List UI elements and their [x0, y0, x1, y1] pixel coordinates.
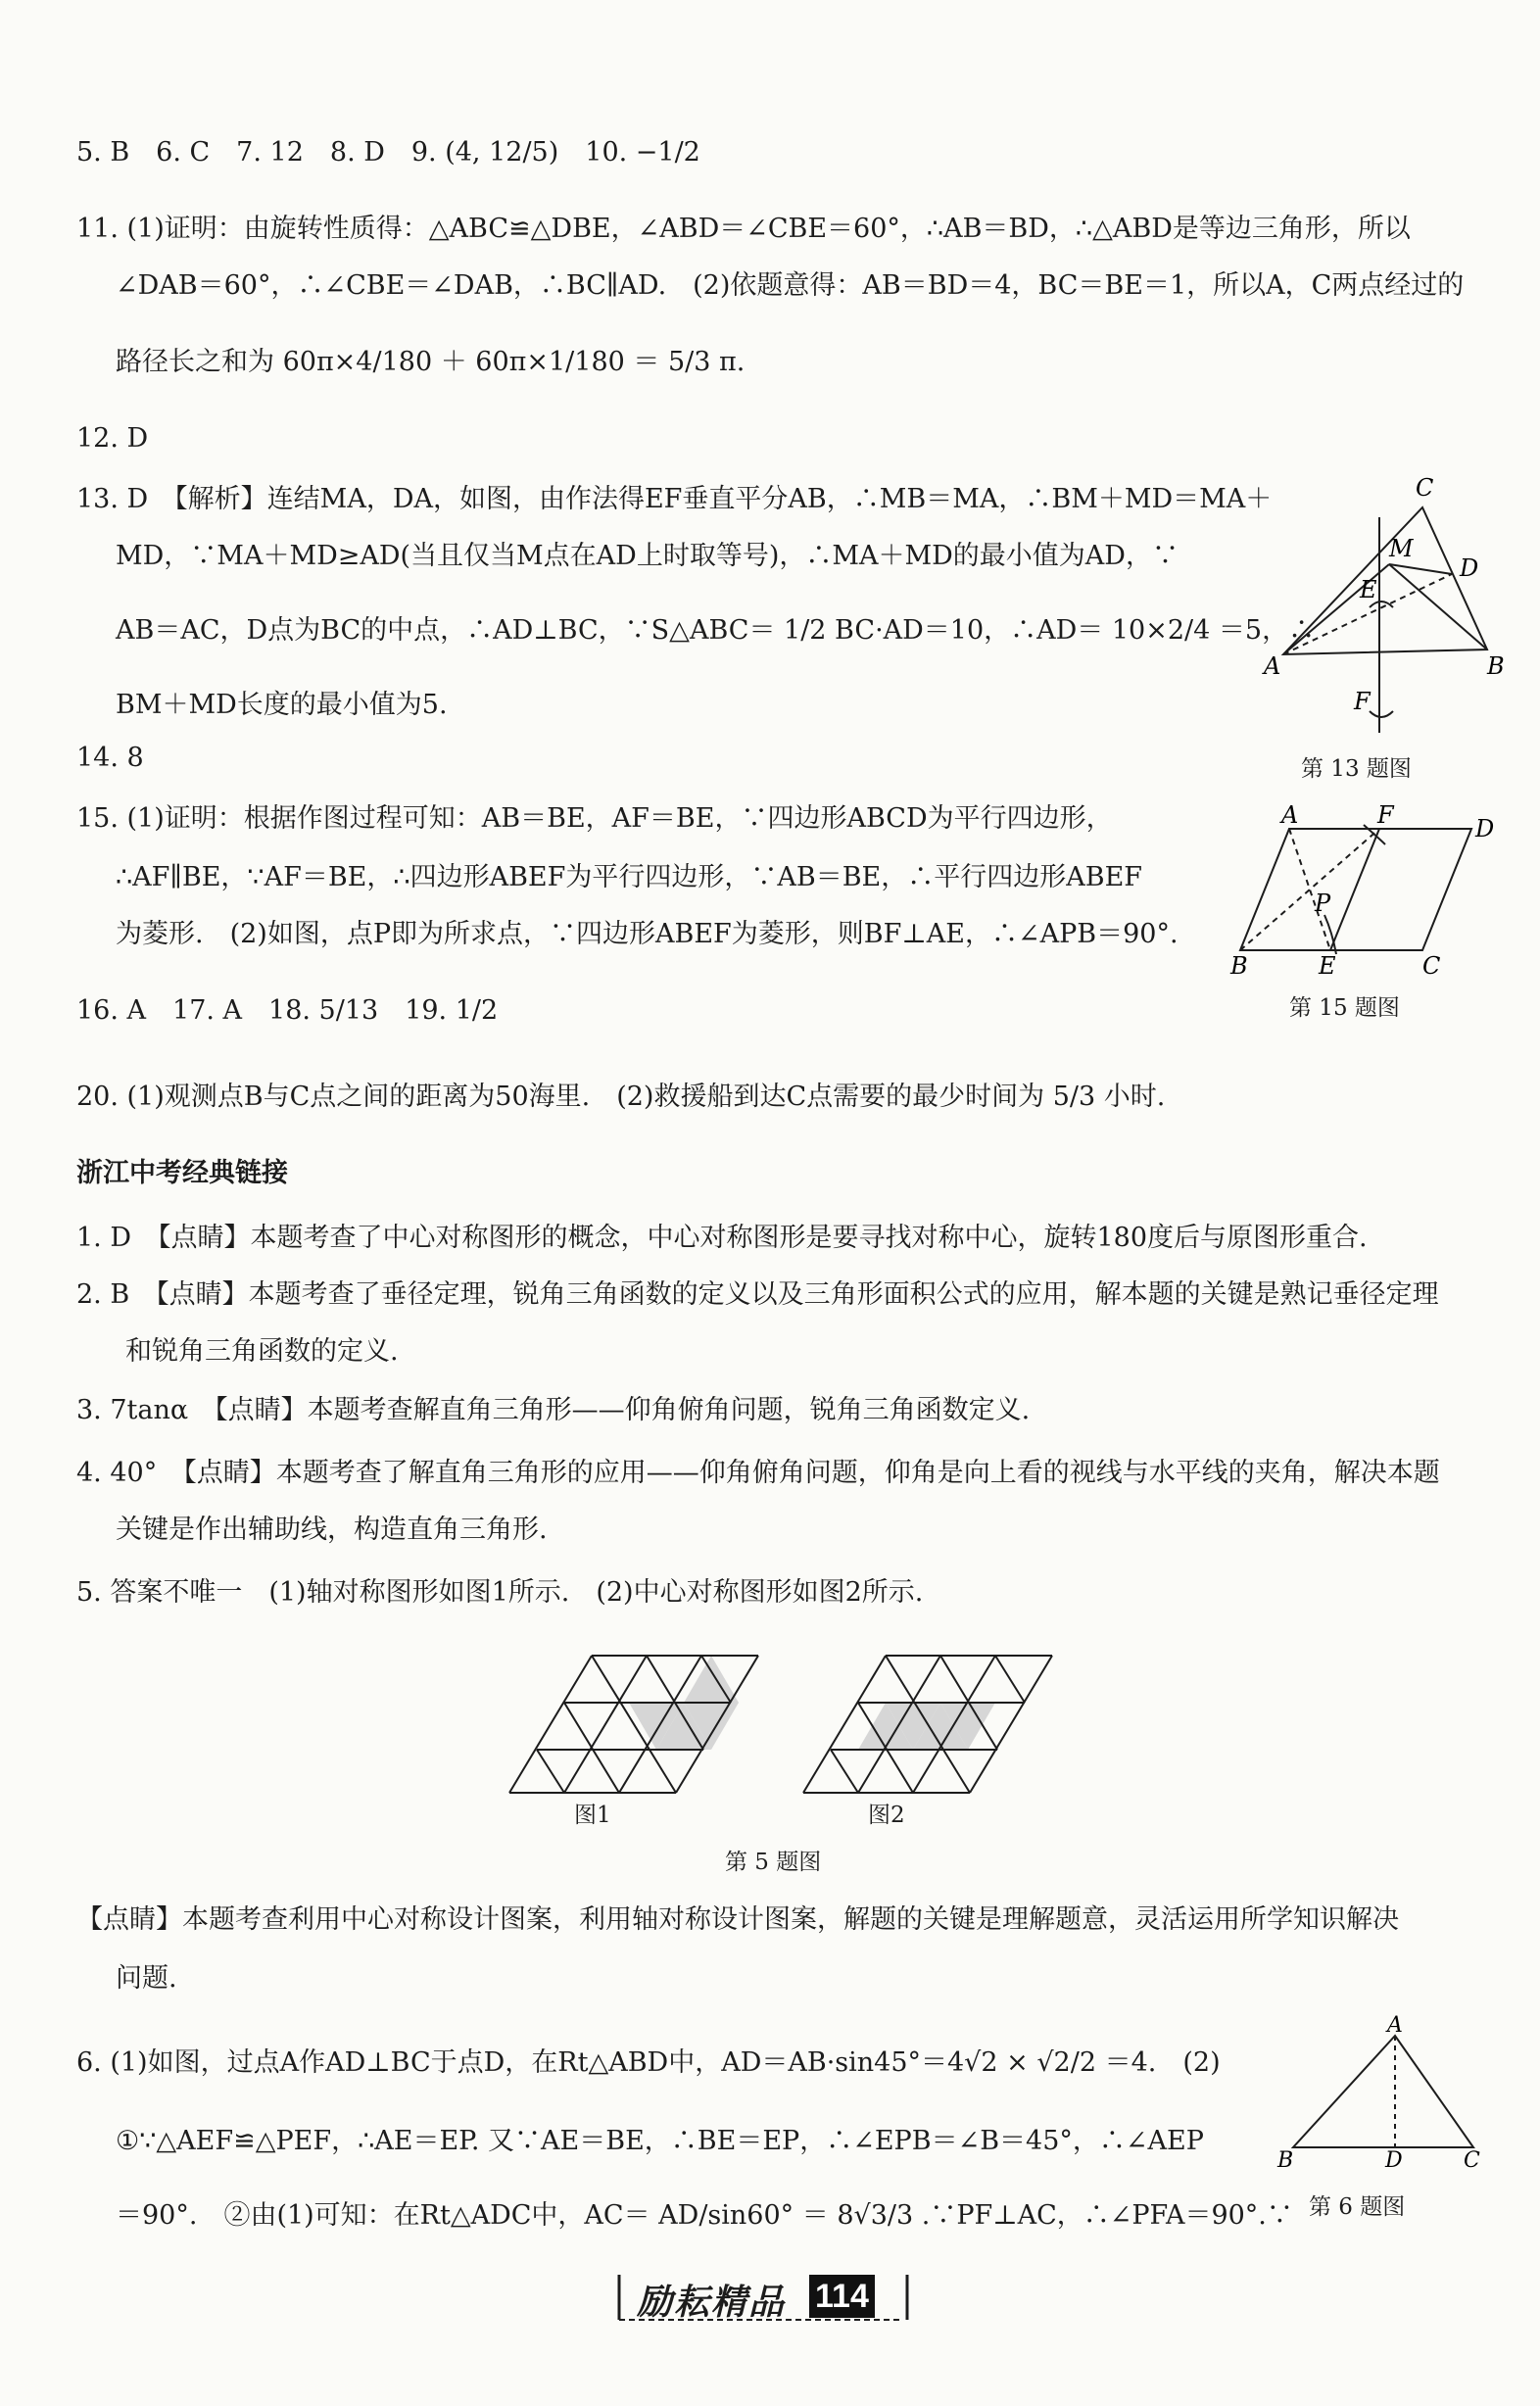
page-footer	[607, 2269, 940, 2328]
z6-line3: ＝90°. ②由(1)可知：在Rt△ADC中，AC＝ AD/sin60° ＝ 8√3/3 .∵PF⊥AC，∴∠PFA＝90°.∵	[116, 2200, 1293, 2231]
label-b: B	[1277, 2148, 1294, 2173]
footer-brand: 励耘精品	[637, 2283, 787, 2323]
q14-answer: 14. 8	[76, 743, 144, 773]
label-c: C	[1422, 952, 1441, 980]
figure-5-caption: 第 5 题图	[725, 1850, 822, 1875]
label-p: P	[1315, 890, 1331, 917]
label-d: D	[1475, 815, 1495, 842]
triangle-abc	[1293, 2036, 1473, 2147]
answers-5-10: 5. B 6. C 7. 12 8. D 9. (4, 12/5) 10. −1/2	[76, 137, 700, 168]
z1-answer: 1. D 【点睛】本题考查了中心对称图形的概念，中心对称图形是要寻找对称中心，旋转180度后与原图形重合.	[76, 1223, 1368, 1253]
label-e: E	[1360, 576, 1377, 603]
segment-bf-dashed	[1240, 829, 1379, 950]
label-e: E	[1319, 952, 1336, 980]
z6-line2: ①∵△AEF≌△PEF，∴AE＝EP. 又∵AE＝BE，∴BE＝EP，∴∠EPB＝∠B＝45°，∴∠AEP	[116, 2126, 1204, 2156]
label-a: A	[1387, 2013, 1403, 2038]
page-number: 114	[809, 2275, 875, 2318]
label-f: F	[1354, 688, 1371, 715]
q11-line2: ∠DAB＝60°，∴∠CBE＝∠DAB，∴BC∥AD. (2)依题意得：AB＝BD＝4，BC＝BE＝1，所以A，C两点经过的	[116, 270, 1465, 301]
shaded-triangle	[684, 1656, 739, 1703]
q13-line1: 13. D 【解析】连结MA，DA，如图，由作法得EF垂直平分AB，∴MB＝MA，∴BM＋MD＝MA＋	[76, 484, 1273, 514]
q11-line1: 11. (1)证明：由旋转性质得：△ABC≌△DBE，∠ABD＝∠CBE＝60°，∴AB＝BD，∴△ABD是等边三角形，所以	[76, 214, 1411, 244]
label-f: F	[1377, 801, 1394, 829]
label-b: B	[1230, 952, 1248, 980]
z6-line1: 6. (1)如图，过点A作AD⊥BC于点D，在Rt△ABD中，AD＝AB·sin45°＝4√2 × √2/2 ＝4. (2)	[76, 2047, 1221, 2078]
grid-figure-2	[803, 1656, 1052, 1793]
z3-answer: 3. 7tanα 【点睛】本题考查解直角三角形——仰角俯角问题，锐角三角函数定义.	[76, 1395, 1031, 1425]
q13-line4: BM＋MD长度的最小值为5.	[116, 690, 448, 720]
z2-line2: 和锐角三角函数的定义.	[125, 1336, 399, 1367]
figure-6-caption: 第 6 题图	[1309, 2194, 1406, 2220]
label-c: C	[1464, 2148, 1480, 2173]
figure-6	[1274, 2013, 1489, 2173]
label-d: D	[1460, 554, 1479, 582]
label-m: M	[1389, 535, 1414, 562]
label-c: C	[1416, 474, 1434, 502]
section-title: 浙江中考经典链接	[76, 1158, 288, 1188]
figure-13-caption: 第 13 题图	[1301, 756, 1412, 782]
z4-line2: 关键是作出辅助线，构造直角三角形.	[116, 1515, 548, 1545]
segment-fe	[1330, 829, 1379, 950]
figure-2-label: 图2	[868, 1803, 905, 1828]
label-a: A	[1281, 801, 1299, 829]
q15-line1: 15. (1)证明：根据作图过程可知：AB＝BE，AF＝BE，∵四边形ABCD为平行四边形，	[76, 803, 1113, 834]
answers-16-19: 16. A 17. A 18. 5/13 19. 1/2	[76, 995, 499, 1026]
figure-5-grids	[509, 1644, 1058, 1795]
z5-line1: 5. 答案不唯一 (1)轴对称图形如图1所示. (2)中心对称图形如图2所示.	[76, 1577, 924, 1608]
z5-note-line2: 问题.	[116, 1963, 177, 1994]
triangle-abc	[1283, 507, 1487, 654]
figure-13	[1264, 474, 1505, 743]
figure-15-caption: 第 15 题图	[1289, 995, 1400, 1021]
q12-answer: 12. D	[76, 423, 149, 454]
q11-line3: 路径长之和为 60π×4/180 ＋ 60π×1/180 ＝ 5/3 π.	[116, 347, 746, 377]
q13-line2: MD，∵MA＋MD≥AD(当且仅当M点在AD上时取等号)，∴MA＋MD的最小值为AD，∵	[116, 541, 1179, 571]
label-d: D	[1385, 2148, 1403, 2173]
q15-line3: 为菱形. (2)如图，点P即为所求点，∵四边形ABEF为菱形，则BF⊥AE，∴∠APB＝90°.	[116, 919, 1179, 949]
z4-line1: 4. 40° 【点睛】本题考查了解直角三角形的应用——仰角俯角问题，仰角是向上看的视线与水平线的夹角，解决本题	[76, 1458, 1440, 1488]
q20-answer: 20. (1)观测点B与C点之间的距离为50海里. (2)救援船到达C点需要的最少时间为 5/3 小时.	[76, 1082, 1166, 1112]
q13-line3: AB＝AC，D点为BC的中点，∴AD⊥BC，∵S△ABC＝ 1/2 BC·AD＝10，∴AD＝ 10×2/4 ＝5，∴	[116, 615, 1316, 646]
grid-figure-1	[509, 1656, 758, 1793]
label-b: B	[1487, 652, 1505, 680]
figure-15	[1230, 801, 1505, 982]
figure-1-label: 图1	[574, 1803, 611, 1828]
z5-note-line1: 【点睛】本题考查利用中心对称设计图案，利用轴对称设计图案，解题的关键是理解题意，灵活运用所学知识解决	[76, 1904, 1399, 1935]
arc-bottom	[1370, 711, 1393, 717]
label-a: A	[1264, 652, 1281, 680]
z2-line1: 2. B 【点睛】本题考查了垂径定理，锐角三角函数的定义以及三角形面积公式的应用，解本题的关键是熟记垂径定理	[76, 1279, 1439, 1310]
q15-line2: ∴AF∥BE，∵AF＝BE，∴四边形ABEF为平行四边形，∵AB＝BE，∴平行四边形ABEF	[116, 862, 1143, 892]
